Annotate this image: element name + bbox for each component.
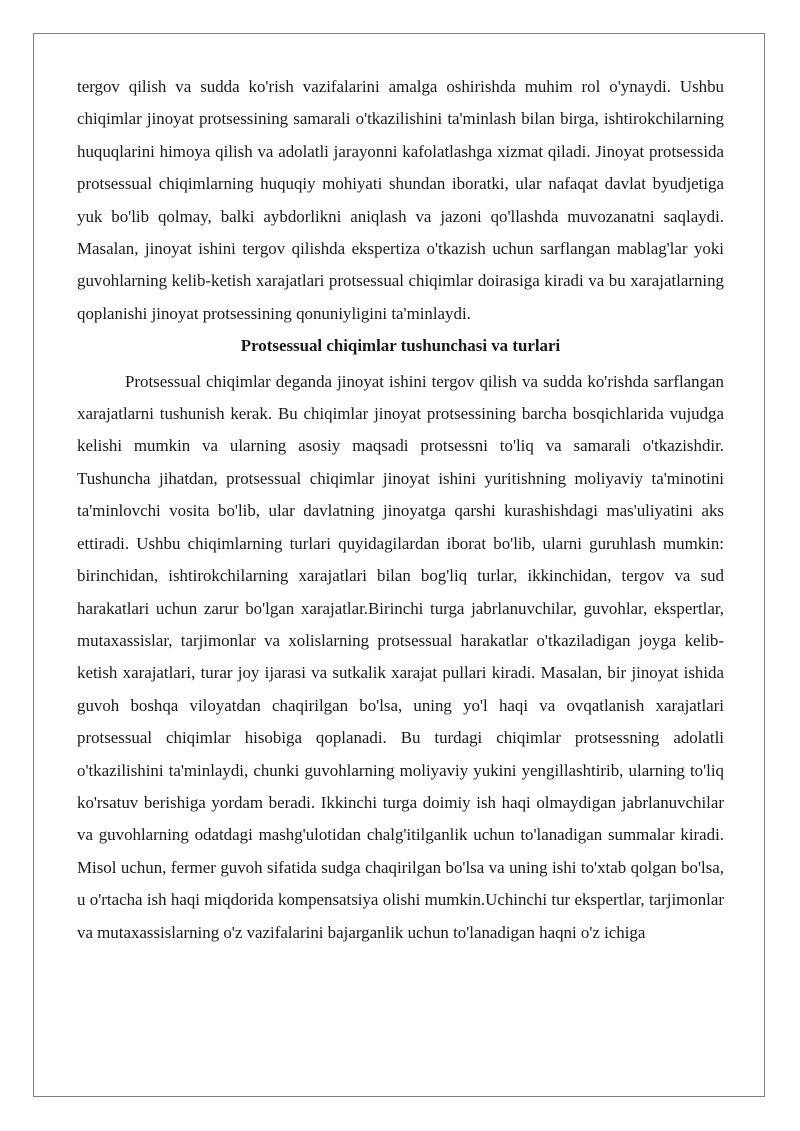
paragraph-body: Protsessual chiqimlar deganda jinoyat ishini tergov qilish va sudda ko'rishda sarflangan xarajatlarni tushunish kerak. Bu chiqimlar jinoyat protsessining barcha bosqichlarida vujudga kelishi mumkin va ularning asosiy maqsadi protsessni to'liq va samarali o'tkazishdir. Tushuncha jihatdan, protsessual chiqimlar jinoyat ishini yuritishning moliyaviy ta'minotini ta'minlovchi vosita bo'lib, ular davlatning jinoyatga qarshi kurashishdagi mas'uliyatini aks ettiradi. Ushbu chiqimlarning turlari quyidagilardan iborat bo'lib, ularni guruhlash mumkin: birinchidan, ishtirokchilarning xarajatlari bilan bog'liq turlar, ikkinchidan, tergov va sud harakatlari uchun zarur bo'lgan xarajatlar.Birinchi turga jabrlanuvchilar, guvohlar, ekspertlar, mutaxassislar, tarjimonlar va xolislarning protsessual harakatlar o'tkaziladigan joyga kelib-ketish xarajatlari, turar joy ijarasi va sutkalik xarajat pullari kiradi. Masalan, bir jinoyat ishida guvoh boshqa viloyatdan chaqirilgan bo'lsa, uning yo'l haqi va ovqatlanish xarajatlari protsessual chiqimlar hisobiga qoplanadi. Bu turdagi chiqimlar protsessning adolatli o'tkazilishini ta'minlaydi, chunki guvohlarning moliyaviy yukini yengillashtirib, ularning to'liq ko'rsatuv berishiga yordam beradi. Ikkinchi turga doimiy ish haqi olmaydigan jabrlanuvchilar va guvohlarning odatdagi mashg'ulotidan chalg'itilganlik uchun to'lanadigan summalar kiradi. Misol uchun, fermer guvoh sifatida sudga chaqirilgan bo'lsa va uning ishi to'xtab qolgan bo'lsa, u o'rtacha ish haqi miqdorida kompensatsiya olishi mumkin.Uchinchi tur ekspertlar, tarjimonlar va mutaxassislarning o'z vazifalarini bajarganlik uchun to'lanadigan haqni o'z ichiga <box>77 371 724 942</box>
paragraph-continued: tergov qilish va sudda ko'rish vazifalarini amalga oshirishda muhim rol o'ynaydi. Ushbu chiqimlar jinoyat protsessining samarali o'tkazilishini ta'minlash bilan birga, ishtirokchilarning huquqlarini himoya qilish va adolatli jarayonni kafolatlashga xizmat qiladi. Jinoyat protsessida protsessual chiqimlarning huquqiy mohiyati shundan iboratki, ular nafaqat davlat byudjetiga yuk bo'lib qolmay, balki aybdorlikni aniqlash va jazoni qo'llashda muvozanatni saqlaydi. Masalan, jinoyat ishini tergov qilishda ekspertiza o'tkazish uchun sarflangan mablag'lar yoki guvohlarning kelib-ketish xarajatlari protsessual chiqimlar doirasiga kiradi va bu xarajatlarning qoplanishi jinoyat protsessining qonuniyligini ta'minlaydi. <box>77 77 724 323</box>
section-heading: Protsessual chiqimlar tushunchasi va turlari <box>240 336 561 356</box>
document-body <box>77 71 724 949</box>
